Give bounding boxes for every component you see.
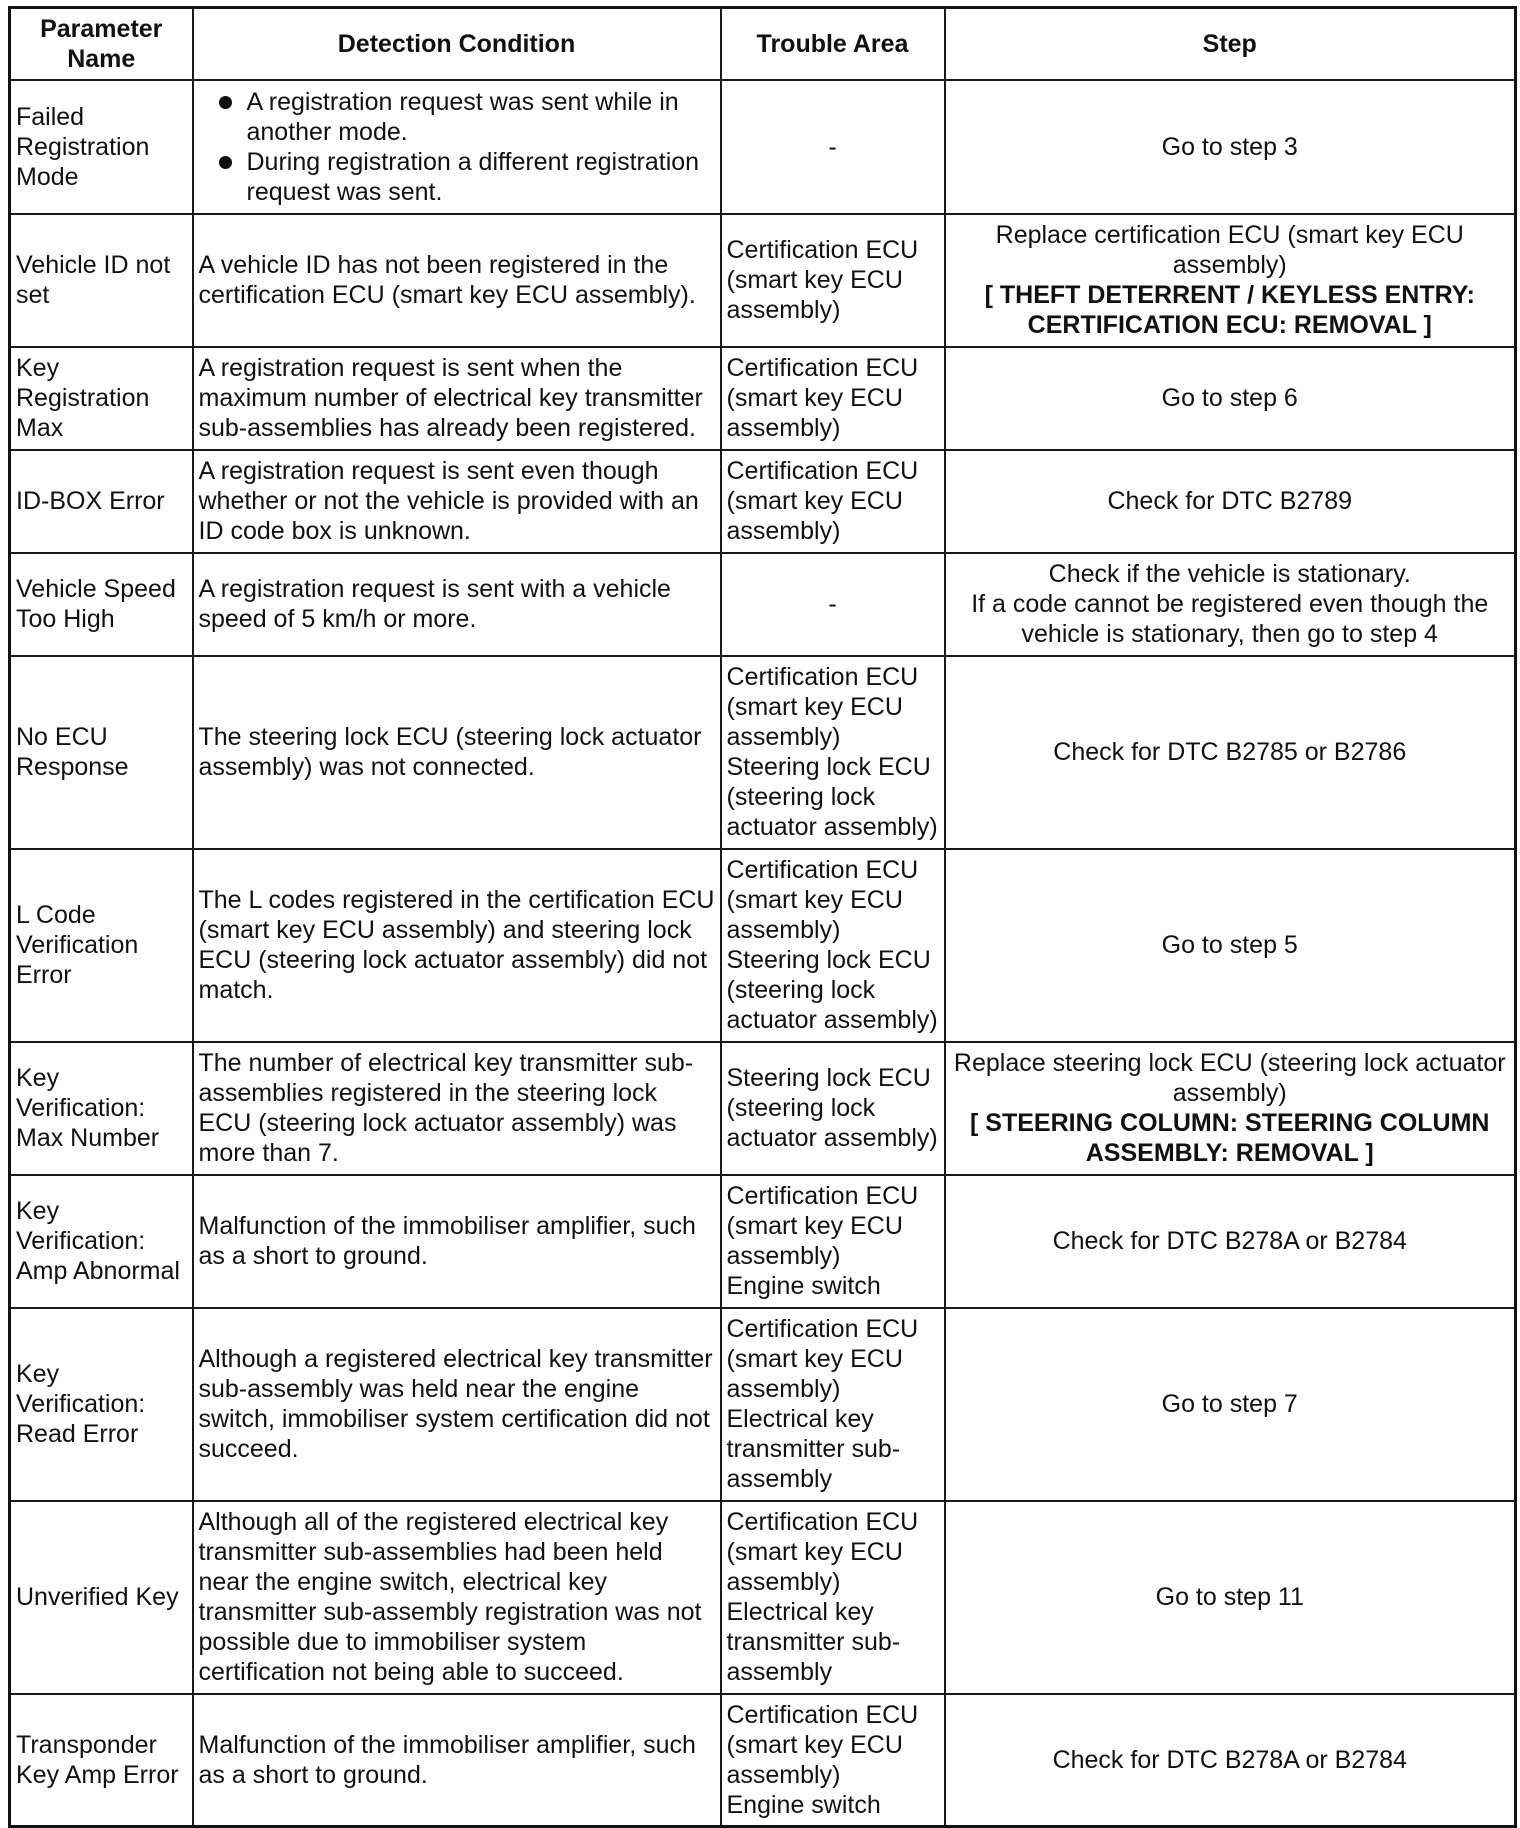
table-row	[10, 214, 1516, 347]
table-row	[10, 1694, 1516, 1827]
detection-condition: A registration request is sent with a vehicle speed of 5 km/h or more.	[193, 553, 721, 656]
table-row	[10, 1175, 1516, 1308]
detection-condition: Malfunction of the immobiliser amplifier, such as a short to ground.	[193, 1175, 721, 1308]
trouble-area	[721, 849, 945, 1042]
detection-condition: Malfunction of the immobiliser amplifier, such as a short to ground.	[193, 1694, 721, 1827]
step-text-continued: If a code cannot be registered even though the vehicle is stationary, then go to step 4	[971, 590, 1489, 648]
table-row	[10, 553, 1516, 656]
header-detection-condition: Detection Condition	[193, 8, 721, 80]
trouble-area-item: Certification ECU (smart key ECU assembly)	[726, 1508, 919, 1596]
table-row	[10, 1042, 1516, 1175]
step	[945, 214, 1516, 347]
condition-list	[199, 87, 715, 207]
detection-condition: Although all of the registered electrical key transmitter sub-assemblies had been held near the engine switch, electrical key transmitter sub-assembly registration was not possible due to immobiliser system certification not being able to succeed.	[193, 1501, 721, 1694]
parameter-name: Vehicle ID not set	[10, 214, 193, 347]
header-parameter-name: Parameter Name	[10, 8, 193, 80]
parameter-name: Vehicle Speed Too High	[10, 553, 193, 656]
parameter-name: Failed Registration Mode	[10, 80, 193, 214]
detection-condition	[193, 80, 721, 214]
detection-condition: A registration request is sent even though whether or not the vehicle is provided with an ID code box is unknown.	[193, 450, 721, 553]
step: Check for DTC B2789	[945, 450, 1516, 553]
step-text: Replace steering lock ECU (steering lock actuator assembly)	[953, 1049, 1506, 1107]
trouble-area: Certification ECU (smart key ECU assembly)	[721, 347, 945, 450]
trouble-area: -	[721, 553, 945, 656]
step: Check for DTC B278A or B2784	[945, 1175, 1516, 1308]
parameter-name: Key Verification: Read Error	[10, 1308, 193, 1501]
trouble-area-item: Certification ECU (smart key ECU assembly)	[726, 1315, 919, 1403]
trouble-area	[721, 1694, 945, 1827]
step: Check for DTC B278A or B2784	[945, 1694, 1516, 1827]
parameter-name: L Code Verification Error	[10, 849, 193, 1042]
step	[945, 1042, 1516, 1175]
trouble-area: -	[721, 80, 945, 214]
detection-condition: A vehicle ID has not been registered in the certification ECU (smart key ECU assembly).	[193, 214, 721, 347]
condition-bullet: A registration request was sent while in another mode.	[199, 87, 715, 147]
parameter-name: Key Registration Max	[10, 347, 193, 450]
table-row	[10, 80, 1516, 214]
detection-condition: A registration request is sent when the maximum number of electrical key transmitter sub-assemblies has already been registered.	[193, 347, 721, 450]
trouble-area: Certification ECU (smart key ECU assembly)	[721, 450, 945, 553]
trouble-area-item: Engine switch	[726, 1272, 881, 1300]
step-text: Check if the vehicle is stationary.	[1048, 560, 1411, 588]
trouble-area: Steering lock ECU (steering lock actuator assembly)	[721, 1042, 945, 1175]
detection-condition: The steering lock ECU (steering lock actuator assembly) was not connected.	[193, 656, 721, 849]
trouble-area-item: Electrical key transmitter sub-assembly	[726, 1405, 901, 1493]
detection-condition: Although a registered electrical key transmitter sub-assembly was held near the engine switch, immobiliser system certification did not succeed.	[193, 1308, 721, 1501]
trouble-area	[721, 1308, 945, 1501]
parameter-name: No ECU Response	[10, 656, 193, 849]
detection-condition: The L codes registered in the certification ECU (smart key ECU assembly) and steering lock ECU (steering lock actuator assembly) did not match.	[193, 849, 721, 1042]
table-row	[10, 1501, 1516, 1694]
step: Go to step 5	[945, 849, 1516, 1042]
trouble-area-item: Steering lock ECU (steering lock actuator assembly)	[726, 753, 938, 841]
table-row	[10, 656, 1516, 849]
step-reference-link[interactable]: [ THEFT DETERRENT / KEYLESS ENTRY: CERTIFICATION ECU: REMOVAL ]	[984, 281, 1475, 339]
trouble-area-item: Steering lock ECU (steering lock actuator assembly)	[726, 946, 938, 1034]
step: Go to step 7	[945, 1308, 1516, 1501]
parameter-name: Key Verification: Max Number	[10, 1042, 193, 1175]
trouble-area-item: Electrical key transmitter sub-assembly	[726, 1598, 901, 1686]
header-row	[10, 8, 1516, 80]
header-trouble-area: Trouble Area	[721, 8, 945, 80]
step: Go to step 11	[945, 1501, 1516, 1694]
trouble-area-item: Certification ECU (smart key ECU assembly)	[726, 1700, 919, 1789]
trouble-area-item: Engine switch	[726, 1790, 881, 1819]
step: Go to step 3	[945, 80, 1516, 214]
dtc-parameter-table	[8, 6, 1517, 1828]
step: Check for DTC B2785 or B2786	[945, 656, 1516, 849]
table-row	[10, 849, 1516, 1042]
trouble-area	[721, 1501, 945, 1694]
table-row	[10, 1308, 1516, 1501]
trouble-area	[721, 1175, 945, 1308]
parameter-name: ID-BOX Error	[10, 450, 193, 553]
table-row	[10, 347, 1516, 450]
condition-bullet: During registration a different registration request was sent.	[199, 147, 715, 207]
trouble-area-item: Certification ECU (smart key ECU assembly)	[726, 663, 919, 751]
parameter-name: Transponder Key Amp Error	[10, 1694, 193, 1827]
detection-condition: The number of electrical key transmitter sub-assemblies registered in the steering lock ECU (steering lock actuator assembly) was more than 7.	[193, 1042, 721, 1175]
step-reference-link[interactable]: [ STEERING COLUMN: STEERING COLUMN ASSEMBLY: REMOVAL ]	[970, 1109, 1490, 1167]
trouble-area-item: Certification ECU (smart key ECU assembly)	[726, 856, 919, 944]
trouble-area: Certification ECU (smart key ECU assembly)	[721, 214, 945, 347]
step-text: Replace certification ECU (smart key ECU assembly)	[995, 221, 1464, 279]
trouble-area	[721, 656, 945, 849]
parameter-name: Unverified Key	[10, 1501, 193, 1694]
step: Go to step 6	[945, 347, 1516, 450]
parameter-name: Key Verification: Amp Abnormal	[10, 1175, 193, 1308]
table-row	[10, 450, 1516, 553]
header-step: Step	[945, 8, 1516, 80]
step	[945, 553, 1516, 656]
trouble-area-item: Certification ECU (smart key ECU assembly)	[726, 1182, 919, 1270]
